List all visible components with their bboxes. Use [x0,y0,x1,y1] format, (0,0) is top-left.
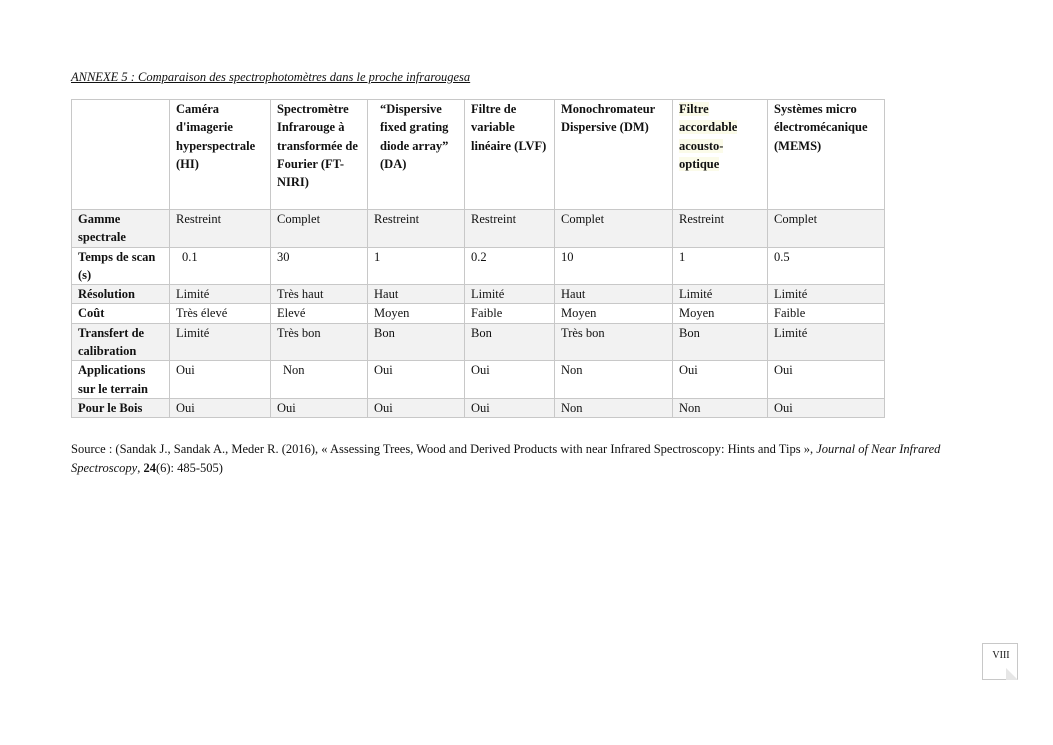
table-cell: Bon [673,323,768,361]
source-sep: , [137,460,144,475]
table-cell: 10 [555,247,673,285]
table-cell: Non [271,361,368,399]
table-header-row [72,100,885,210]
table-row [72,247,885,285]
header-cell-mems: Systèmes micro électromécanique (MEMS) [768,100,885,210]
table-cell: Complet [555,210,673,248]
table-cell: Faible [768,304,885,323]
table-cell: Oui [768,398,885,417]
table-row [72,361,885,399]
table-cell: Bon [465,323,555,361]
table-cell: Non [555,398,673,417]
header-cell-aotf [673,100,768,210]
row-label: Temps de scan (s) [72,247,170,285]
header-cell-da: “Dispersive fixed grating diode array” (DA) [368,100,465,210]
annex-title: ANNEXE 5 : Comparaison des spectrophotomètres dans le proche infrarougesa [71,70,471,84]
table-cell: Oui [768,361,885,399]
table-cell: Moyen [368,304,465,323]
header-cell-lvf: Filtre de variable linéaire (LVF) [465,100,555,210]
table-cell: Limité [768,285,885,304]
page-number-box [982,643,1018,680]
table-cell: Restreint [465,210,555,248]
table-cell: 30 [271,247,368,285]
table-cell: 0.5 [768,247,885,285]
table-cell: Limité [170,323,271,361]
table-cell: Restreint [673,210,768,248]
table-row [72,304,885,323]
header-cell-ft-niri: Spectromètre Infrarouge à transformée de Fourier (FT-NIRI) [271,100,368,210]
header-cell-dm: Monochromateur Dispersive (DM) [555,100,673,210]
table-row [72,285,885,304]
row-label: Résolution [72,285,170,304]
table-cell: Très bon [555,323,673,361]
table-cell: Complet [768,210,885,248]
table-cell: Restreint [368,210,465,248]
source-citation [71,440,971,477]
table-cell: Oui [465,361,555,399]
table-cell: Restreint [170,210,271,248]
source-prefix: Source : (Sandak J., Sandak A., Meder R. (2016), « Assessing Trees, Wood and Derived Products with near Infrared Spectroscopy: Hints and Tips », [71,442,817,456]
page-curl-icon [1006,668,1018,680]
table-cell: Limité [768,323,885,361]
table-cell: Faible [465,304,555,323]
source-rest: (6): 485-505) [155,460,223,475]
table-cell: Non [555,361,673,399]
comparison-table [71,99,885,418]
table-cell: Moyen [673,304,768,323]
row-label: Applications sur le terrain [72,361,170,399]
table-cell: Limité [170,285,271,304]
table-cell: Limité [673,285,768,304]
header-cell-empty [72,100,170,210]
table-cell: Bon [368,323,465,361]
table-cell: Haut [368,285,465,304]
table-cell: Non [673,398,768,417]
table-cell: Limité [465,285,555,304]
row-label: Gamme spectrale [72,210,170,248]
table-cell: Haut [555,285,673,304]
table-cell: 1 [673,247,768,285]
header-cell-hi: Caméra d'imagerie hyperspectrale (HI) [170,100,271,210]
table-cell: Moyen [555,304,673,323]
table-row [72,210,885,248]
table-cell: Oui [170,398,271,417]
table-cell: Très bon [271,323,368,361]
table-cell: Oui [673,361,768,399]
header-cell-aotf-text: Filtre accordable acousto-optique [679,102,738,171]
row-label: Pour le Bois [72,398,170,417]
table-cell: 1 [368,247,465,285]
table-cell: Elevé [271,304,368,323]
table-cell: 0.2 [465,247,555,285]
table-cell: Oui [465,398,555,417]
page-number: VIII [992,650,1010,661]
source-journal: Journal of Near Infrared Spectroscopy [71,442,941,475]
table-cell: 0.1 [170,247,271,285]
table-cell: Complet [271,210,368,248]
table-cell: Oui [271,398,368,417]
row-label: Transfert de calibration [72,323,170,361]
row-label: Coût [72,304,170,323]
table-row [72,398,885,417]
source-volume: 24 [143,460,156,475]
table-cell: Oui [368,361,465,399]
table-cell: Très haut [271,285,368,304]
table-cell: Oui [170,361,271,399]
table-cell: Oui [368,398,465,417]
table-cell: Très élevé [170,304,271,323]
table-row [72,323,885,361]
